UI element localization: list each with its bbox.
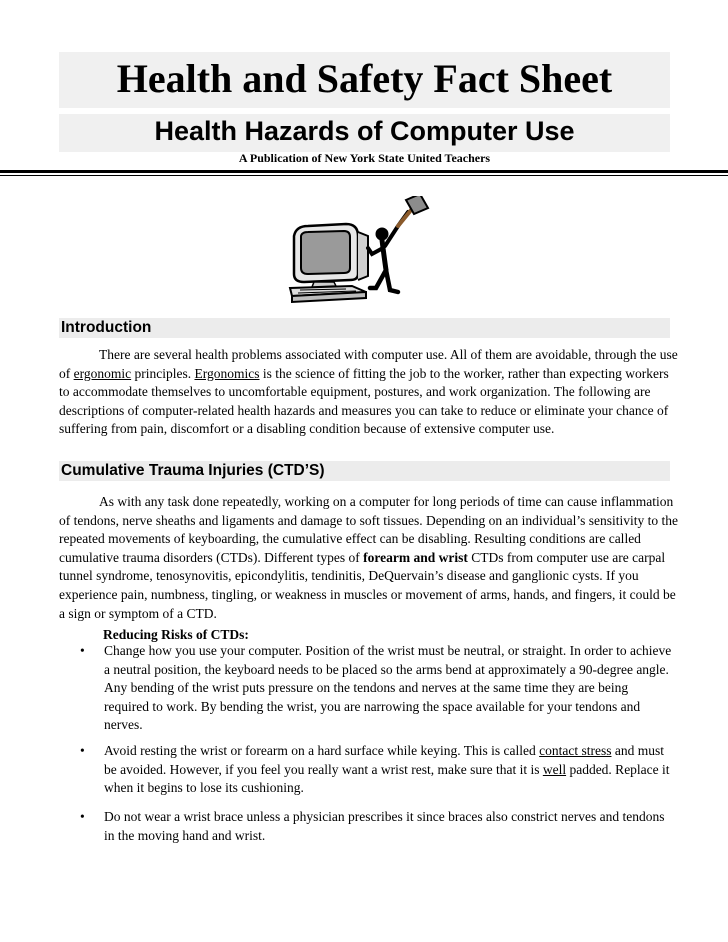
bullet-text: Avoid resting the wrist or forearm on a hard surface while keying. This is called contact stress and must be avoided. However, if you feel you really want a wrist rest, make sure that it is well padded. Replace it when it begins to lose its cushioning. <box>104 743 670 796</box>
bullet-text: Do not wear a wrist brace unless a physician prescribes it since braces also constrict nerves and tendons in the moving hand and wrist. <box>104 809 665 843</box>
page-title: Health and Safety Fact Sheet <box>116 56 613 101</box>
ergonomics-link[interactable]: Ergonomics <box>194 365 260 381</box>
well-link[interactable]: well <box>542 761 567 777</box>
introduction-paragraph: There are several health problems associated with computer use. All of them are avoidable, through the use of ergonomic principles. Ergonomics is the science of fitting the job to the worker, rather than expecting workers to accommodate themselves to uncomfortable equipment, postures, and work organization. The following are descriptions of computer-related health hazards and measures you can take to reduce or eliminate your chance of suffering from pain, discomfort or a disabling condition because of extensive computer use. <box>59 347 678 437</box>
introduction-heading: Introduction <box>61 319 152 336</box>
computer-hammer-clipart <box>286 196 436 306</box>
reducing-risks-heading: Reducing Risks of CTDs: <box>103 627 249 642</box>
header-rule-thick <box>0 170 728 173</box>
bullet-text: Change how you use your computer. Position of the wrist must be neutral, or straight. In order to achieve a neutral position, the keyboard needs to be placed so the arms bend at approximately a 90-degree angle. Any bending of the wrist puts pressure on the tendons and nerves at the same time they are being required to work. By bending the wrist, you are narrowing the space available for your tendons and nerves. <box>104 643 672 733</box>
page-subtitle: Health Hazards of Computer Use <box>154 116 575 146</box>
ergonomic-link[interactable]: ergonomic <box>73 365 132 381</box>
computer-monitor-icon <box>294 224 368 282</box>
header-rule-thin <box>0 175 728 176</box>
bullet-icon: • <box>80 743 85 758</box>
contact-stress-link[interactable]: contact stress <box>539 743 612 758</box>
bullet-icon: • <box>80 643 85 658</box>
keyboard-icon <box>290 282 366 302</box>
hammer-icon <box>398 196 428 226</box>
bullet-icon: • <box>80 809 85 824</box>
ctd-heading: Cumulative Trauma Injuries (CTD’S) <box>61 462 325 479</box>
publication-line: A Publication of New York State United Teachers <box>238 151 491 165</box>
ctd-paragraph: As with any task done repeatedly, working on a computer for long periods of time can cause inflammation of tendons, nerve sheaths and ligaments and damage to soft tissues. Depending on an individual’s sensitivity to the repeated movements of keyboarding, the cumulative effect can be disabling. Resulting conditions are called cumulative trauma disorders (CTDs). Different types of forearm and wrist CTDs from computer use are carpal tunnel syndrome, tenosynovitis, epicondylitis, tendinitis, DeQuervain’s disease and ganglionic cysts. If you experience pain, numbness, tingling, or weakness in muscles or movement of arms, hands, and fingers, it could be a sign or symptom of a CTD. <box>59 494 679 621</box>
